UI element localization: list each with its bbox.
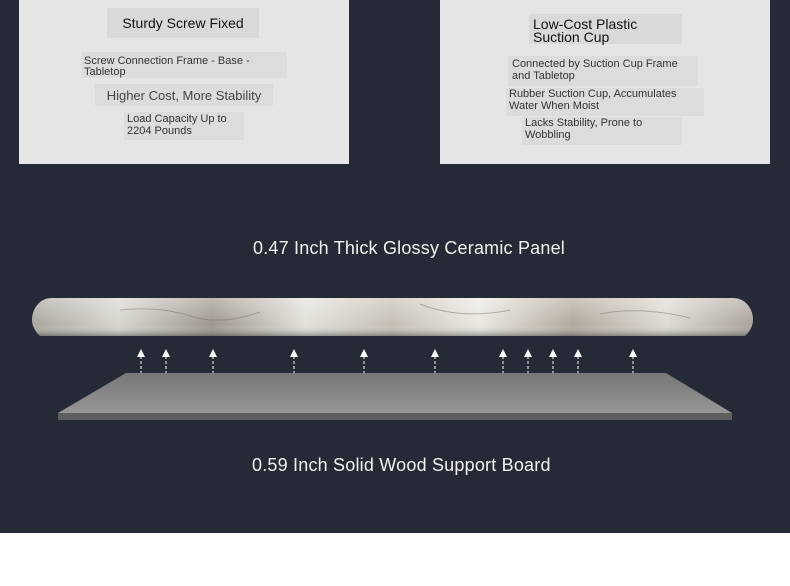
rubber-suction-text: Rubber Suction Cup, Accumulates Water When Moist — [506, 88, 704, 116]
screw-fixed-title: Sturdy Screw Fixed — [107, 8, 259, 38]
bottom-white-area — [0, 533, 790, 586]
suction-cup-card — [440, 0, 770, 164]
screw-fixed-card — [19, 0, 349, 164]
suction-connection-text: Connected by Suction Cup Frame and Tabletop — [508, 56, 698, 86]
panel-layer-diagram — [0, 280, 790, 430]
wood-support-board — [58, 373, 732, 420]
ceramic-panel-label: 0.47 Inch Thick Glossy Ceramic Panel — [253, 238, 565, 258]
higher-cost-text: Higher Cost, More Stability — [95, 84, 273, 106]
wood-board-label: 0.59 Inch Solid Wood Support Board — [252, 455, 551, 475]
ceramic-panel — [32, 298, 753, 336]
load-capacity-text: Load Capacity Up to 2204 Pounds — [124, 112, 244, 140]
screw-connection-text: Screw Connection Frame - Base - Tabletop — [81, 52, 287, 78]
suction-cup-title: Low-Cost Plastic Suction Cup — [529, 14, 682, 44]
lacks-stability-text: Lacks Stability, Prone to Wobbling — [522, 117, 682, 145]
